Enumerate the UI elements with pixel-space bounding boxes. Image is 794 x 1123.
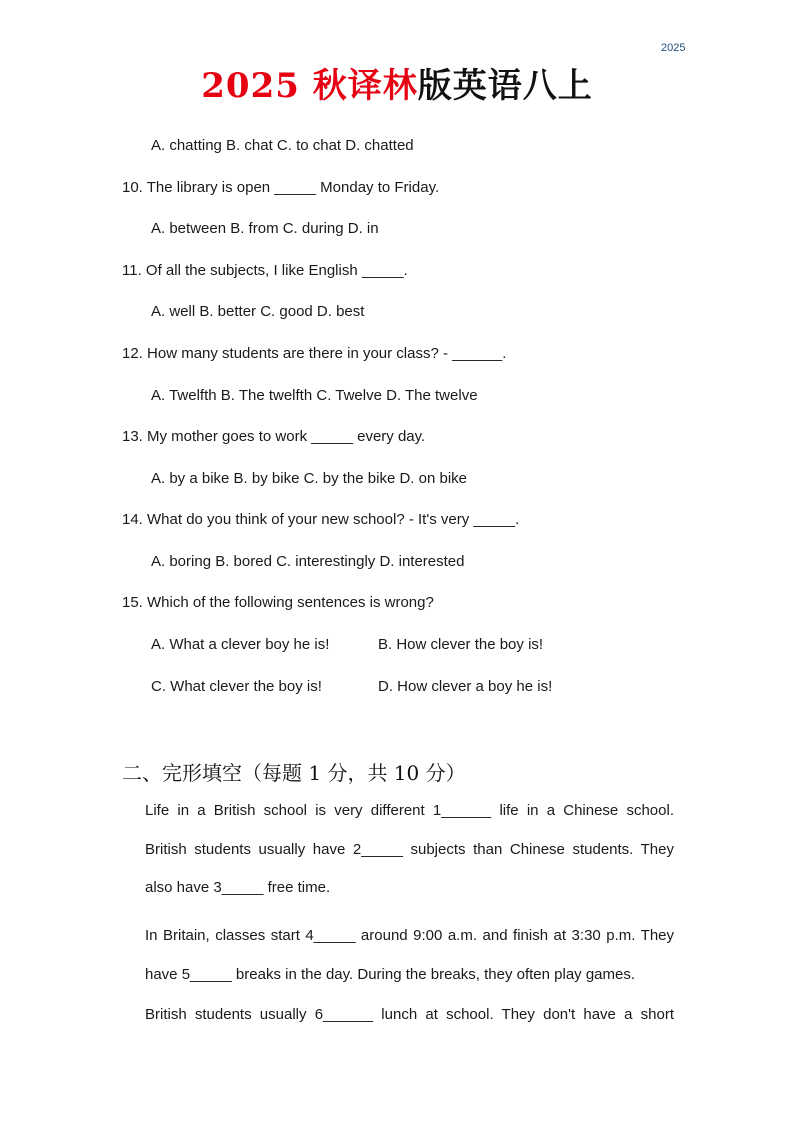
q15-option-b: B. How clever the boy is! [378, 636, 544, 653]
question-13: 13. My mother goes to work _____ every day. [122, 428, 426, 445]
q9-options: A. chatting B. chat C. to chat D. chatted [151, 137, 414, 154]
q14-options: A. boring B. bored C. interestingly D. interested [151, 553, 465, 570]
page-title-black: 版英语八上 [417, 66, 593, 106]
header-year: 2025 [661, 42, 686, 54]
question-15: 15. Which of the following sentences is wrong? [122, 594, 434, 611]
q15-option-c: C. What clever the boy is! [151, 678, 322, 695]
section-title: 二、完形填空（每题 1 分，共 10 分） [122, 761, 466, 785]
passage-line: Life in a British school is very different 1______ life in a Chinese school. [145, 802, 674, 819]
q11-options: A. well B. better C. good D. best [151, 303, 365, 320]
q15-option-a: A. What a clever boy he is! [151, 636, 330, 653]
passage-line: British students usually have 2_____ subjects than Chinese students. They [145, 841, 674, 858]
question-11: 11. Of all the subjects, I like English _____. [122, 262, 408, 279]
question-10: 10. The library is open _____ Monday to Friday. [122, 179, 440, 196]
passage-line: also have 3_____ free time. [145, 879, 331, 896]
q13-options: A. by a bike B. by bike C. by the bike D. on bike [151, 470, 467, 487]
passage-line: have 5_____ breaks in the day. During the breaks, they often play games. [145, 966, 636, 983]
page-title-red: 2025 秋译林 [201, 66, 418, 106]
q15-option-d: D. How clever a boy he is! [378, 678, 553, 695]
q10-options: A. between B. from C. during D. in [151, 220, 379, 237]
passage-line: In Britain, classes start 4_____ around 9:00 a.m. and finish at 3:30 p.m. They [145, 927, 674, 944]
q12-options: A. Twelfth B. The twelfth C. Twelve D. The twelve [151, 387, 478, 404]
passage-line: British students usually 6______ lunch at school. They don't have a short [145, 1006, 674, 1023]
question-14: 14. What do you think of your new school? - It's very _____. [122, 511, 520, 528]
page-title [0, 58, 794, 107]
question-12: 12. How many students are there in your class? - ______. [122, 345, 507, 362]
